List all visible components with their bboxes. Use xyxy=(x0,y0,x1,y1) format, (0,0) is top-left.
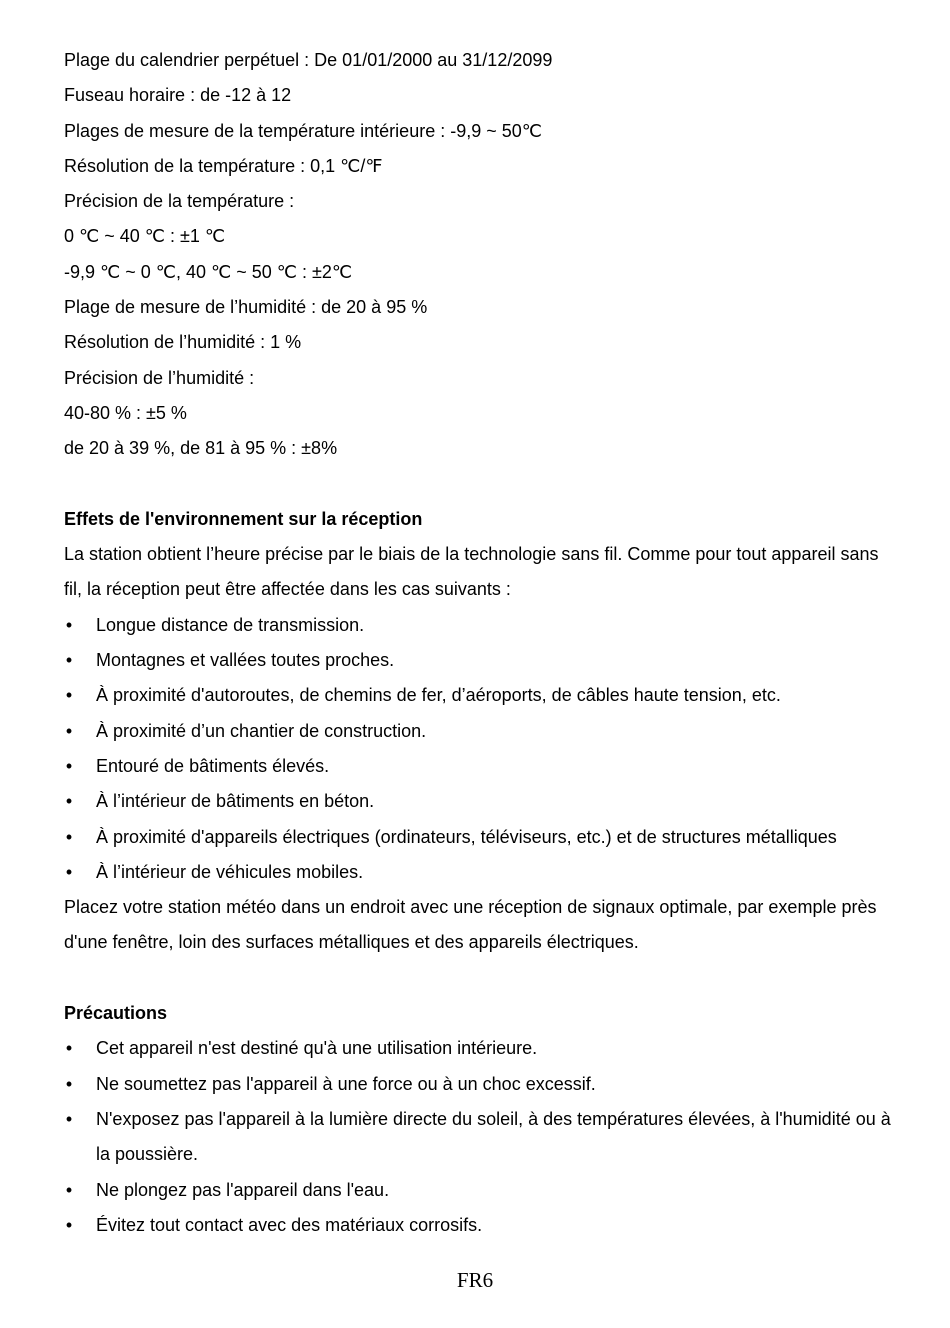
list-item-text: Cet appareil n'est destiné qu'à une utilisation intérieure. xyxy=(96,1038,538,1059)
spec-line: de 20 à 39 %, de 81 à 95 % : ±8% xyxy=(64,438,338,459)
list-item-text: À proximité d’un chantier de construction. xyxy=(96,720,427,741)
reception-intro: La station obtient l’heure précise par le biais de la technologie sans fil. Comme pour tout appareil sans fil, la réception peut être affectée dans les cas suivants : xyxy=(64,544,879,600)
spacer xyxy=(64,467,894,502)
list-item xyxy=(64,820,894,855)
spec-line: -9,9 ℃ ~ 0 ℃, 40 ℃ ~ 50 ℃ : ±2℃ xyxy=(64,261,353,282)
precautions-section xyxy=(64,996,894,1243)
spacer xyxy=(64,961,894,996)
bullet-icon: • xyxy=(65,720,73,741)
list-item xyxy=(64,1031,894,1066)
spec-line: Plage de mesure de l’humidité : de 20 à 95 % xyxy=(64,297,428,318)
bullet-icon: • xyxy=(65,614,73,635)
bullet-icon: • xyxy=(65,861,73,882)
spec-line: Fuseau horaire : de -12 à 12 xyxy=(64,85,292,106)
list-item xyxy=(64,608,894,643)
bullet-icon: • xyxy=(65,791,73,812)
spec-line: 40-80 % : ±5 % xyxy=(64,402,187,423)
list-item-text: À l’intérieur de véhicules mobiles. xyxy=(96,861,364,882)
spec-line: Résolution de la température : 0,1 ℃/℉ xyxy=(64,155,383,176)
list-item-text: Longue distance de transmission. xyxy=(96,614,365,635)
bullet-icon: • xyxy=(65,755,73,776)
reception-outro: Placez votre station météo dans un endroit avec une réception de signaux optimale, par exemple près d'une fenêtre, loin des surfaces métalliques et des appareils électriques. xyxy=(64,897,877,953)
reception-heading: Effets de l'environnement sur la réception xyxy=(64,508,423,529)
bullet-icon: • xyxy=(65,1038,73,1059)
list-item xyxy=(64,1173,894,1208)
list-item xyxy=(64,749,894,784)
precautions-heading: Précautions xyxy=(64,1003,168,1024)
list-item-text: Évitez tout contact avec des matériaux corrosifs. xyxy=(96,1214,483,1235)
bullet-icon: • xyxy=(65,1108,73,1129)
page-number: FR6 xyxy=(456,1268,494,1292)
bullet-icon: • xyxy=(65,1179,73,1200)
reception-list xyxy=(64,608,894,890)
document-page xyxy=(64,43,894,1243)
list-item-text: Entouré de bâtiments élevés. xyxy=(96,755,330,776)
reception-section xyxy=(64,502,894,961)
bullet-icon: • xyxy=(65,1214,73,1235)
bullet-icon: • xyxy=(65,1073,73,1094)
bullet-icon: • xyxy=(65,685,73,706)
list-item xyxy=(64,643,894,678)
list-item-text: À proximité d'appareils électriques (ordinateurs, téléviseurs, etc.) et de structures métalliques xyxy=(96,826,837,847)
list-item xyxy=(64,1067,894,1102)
list-item xyxy=(64,714,894,749)
spec-line: Résolution de l’humidité : 1 % xyxy=(64,332,302,353)
spec-line: Précision de la température : xyxy=(64,191,295,212)
list-item-text: N'exposez pas l'appareil à la lumière directe du soleil, à des températures élevées, à l'humidité ou à la poussière. xyxy=(96,1108,891,1165)
spec-line: Plages de mesure de la température intérieure : -9,9 ~ 50℃ xyxy=(64,120,542,141)
spec-line: Précision de l’humidité : xyxy=(64,367,255,388)
list-item-text: À proximité d'autoroutes, de chemins de fer, d’aéroports, de câbles haute tension, etc. xyxy=(96,685,781,706)
bullet-icon: • xyxy=(65,826,73,847)
spec-line: Plage du calendrier perpétuel : De 01/01/2000 au 31/12/2099 xyxy=(64,50,553,70)
list-item xyxy=(64,855,894,890)
list-item-text: Ne plongez pas l'appareil dans l'eau. xyxy=(96,1179,390,1200)
list-item-text: Ne soumettez pas l'appareil à une force ou à un choc excessif. xyxy=(96,1073,596,1094)
list-item xyxy=(64,1208,894,1243)
precautions-list xyxy=(64,1031,894,1243)
spec-line: 0 ℃ ~ 40 ℃ : ±1 ℃ xyxy=(64,226,226,247)
list-item xyxy=(64,1102,894,1173)
list-item-text: À l’intérieur de bâtiments en béton. xyxy=(96,791,375,812)
list-item xyxy=(64,678,894,713)
bullet-icon: • xyxy=(65,650,73,671)
specifications-list xyxy=(64,43,894,467)
list-item-text: Montagnes et vallées toutes proches. xyxy=(96,650,395,671)
list-item xyxy=(64,784,894,819)
